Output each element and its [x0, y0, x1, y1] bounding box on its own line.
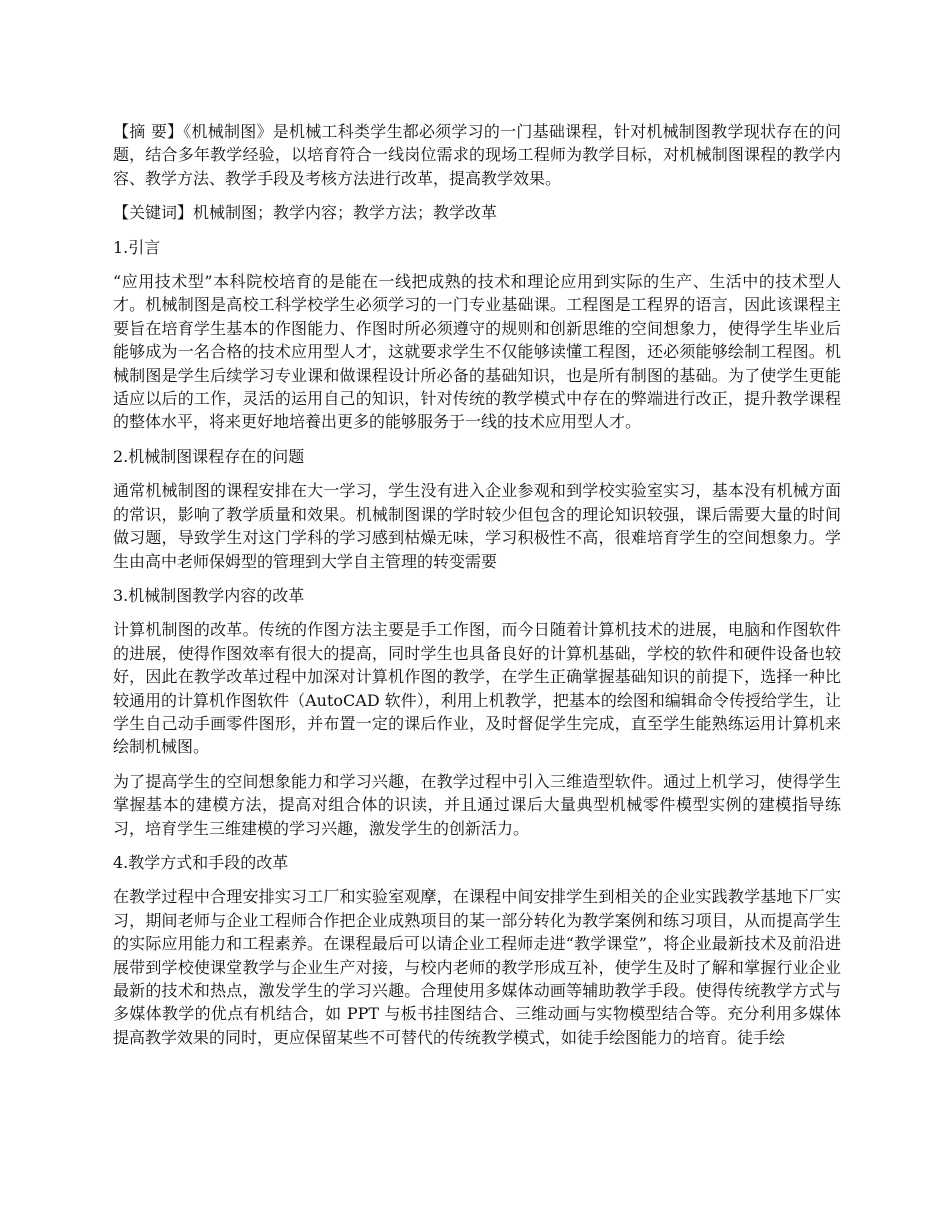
document-page	[113, 120, 841, 1049]
section-3-paragraph-2: 为了提高学生的空间想象能力和学习兴趣，在教学过程中引入三维造型软件。通过上机学习，使得学生掌握基本的建模方法，提高对组合体的识读，并且通过课后大量典型机械零件模型实例的建模指导练习，培育学生三维建模的学习兴趣，激发学生的创新活力。	[113, 771, 841, 838]
section-1-heading: 1.引言	[113, 237, 161, 257]
section-1-paragraph: “应用技术型”本科院校培育的是能在一线把成熟的技术和理论应用到实际的生产、生活中的技术型人才。机械制图是高校工科学校学生必须学习的一门专业基础课。工程图是工程界的语言，因此该课程主要旨在培育学生基本的作图能力、作图时所必须遵守的规则和创新思维的空间想象力，使得学生毕业后能够成为一名合格的技术应用型人才，这就要求学生不仅能够读懂工程图，还必须能够绘制工程图。机械制图是学生后续学习专业课和做课程设计所必备的基础知识，也是所有制图的基础。为了使学生更能适应以后的工作，灵活的运用自己的知识，针对传统的教学模式中存在的弊端进行改正，提升教学课程的整体水平，将来更好地培養出更多的能够服务于一线的技术应用型人才。	[113, 272, 841, 432]
section-4-paragraph: 在教学过程中合理安排实习工厂和实验室观摩，在课程中间安排学生到相关的企业实践教学基地下厂实习，期间老师与企业工程师合作把企业成熟项目的某一部分转化为教学案例和练习项目，从而提高学生的实际应用能力和工程素养。在课程最后可以请企业工程师走进“教学课堂”，将企业最新技术及前沿进展带到学校使课堂教学与企业生产对接，与校内老师的教学形成互补，使学生及时了解和掌握行业企业最新的技术和热点，激发学生的学习兴趣。合理使用多媒体动画等辅助教学手段。使得传统教学方式与多媒体教学的优点有机结合，如 PPT 与板书挂图结合、三维动画与实物模型结合等。充分利用多媒体提高教学效果的同时，更应保留某些不可替代的传统教学模式，如徒手绘图能力的培育。徒手绘	[113, 887, 841, 1047]
abstract-paragraph: 【摘 要】《机械制图》是机械工科类学生都必须学习的一门基础课程，针对机械制图教学现状存在的问题，结合多年教学经验，以培育符合一线岗位需求的现场工程师为教学目标，对机械制图课程的教学内容、教学方法、教学手段及考核方法进行改革，提高教学效果。	[113, 122, 841, 188]
section-4-heading: 4.教学方式和手段的改革	[113, 852, 289, 872]
section-2-paragraph: 通常机械制图的课程安排在大一学习，学生没有进入企业参观和到学校实验室实习，基本没有机械方面的常识，影响了教学质量和效果。机械制图课的学时较少但包含的理论知识较强，课后需要大量的时间做习题，导致学生对这门学科的学习感到枯燥无味，学习积极性不高，很难培育学生的空间想象力。学生由高中老师保姆型的管理到大学自主管理的转变需要	[113, 481, 841, 571]
section-3-heading: 3.机械制图教学内容的改革	[113, 585, 305, 605]
section-2-heading: 2.机械制图课程存在的问题	[113, 446, 305, 466]
keywords-line: 【关键词】机械制图；教学内容；教学方法；教学改革	[113, 203, 498, 223]
section-3-paragraph-1: 计算机制图的改革。传统的作图方法主要是手工作图，而今日随着计算机技术的进展，电脑和作图软件的进展，使得作图效率有很大的提高，同时学生也具备良好的计算机基础，学校的软件和硬件设备也较好，因此在教学改革过程中加深对计算机作图的教学，在学生正确掌握基础知识的前提下，选择一种比较通用的计算机作图软件（AutoCAD 软件），利用上机教学，把基本的绘图和编辑命令传授给学生，让学生自己动手画零件图形，并布置一定的课后作业，及时督促学生完成，直至学生能熟练运用计算机来绘制机械图。	[113, 620, 841, 757]
